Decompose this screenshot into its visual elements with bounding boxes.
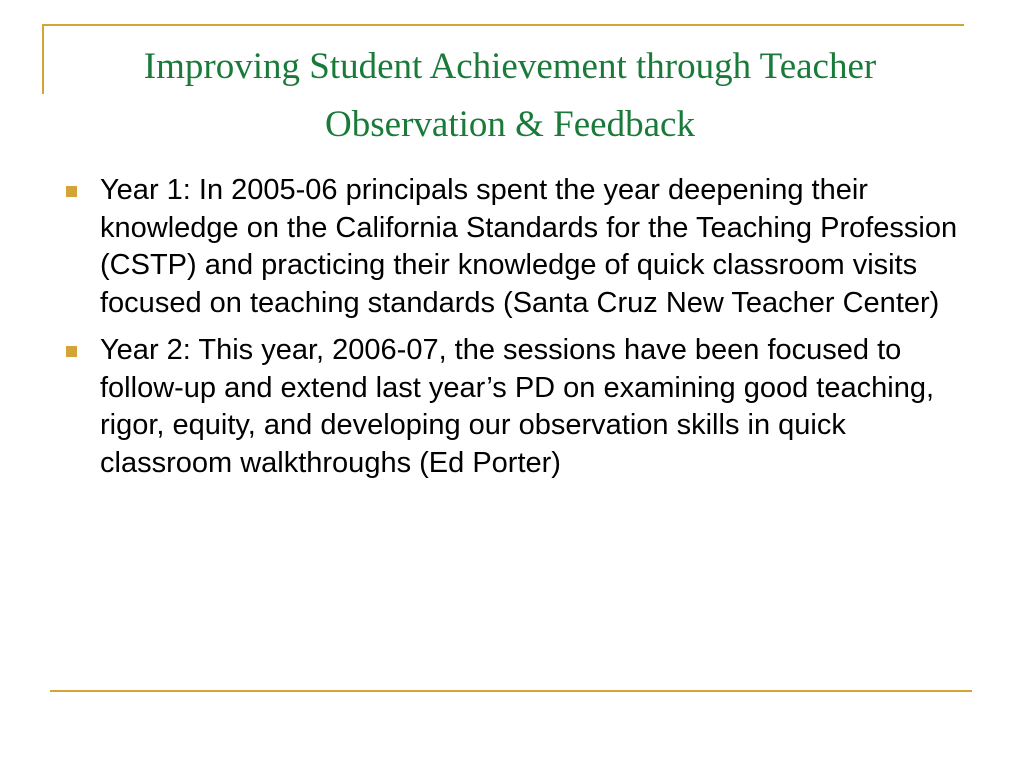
bullet-text-year-1: Year 1: In 2005-06 principals spent the year deepening their knowledge on the California Standards for the Teaching Profession (CSTP) and practicing their knowledge of quick classroom visits focused on teaching standards (Santa Cruz New Teacher Center) — [100, 174, 958, 319]
slide-title: Improving Student Achievement through Teacher Observation & Feedback — [143, 46, 877, 145]
bullet-text-year-2: Year 2: This year, 2006-07, the sessions have been focused to follow-up and extend last year’s PD on examining good teaching, rigor, equity, and developing our observation skills in quick classroom walkthroughs (Ed Porter) — [100, 334, 935, 479]
bullet-list — [66, 172, 961, 492]
bullet-item-year-2 — [66, 332, 961, 482]
bullet-item-year-1 — [66, 172, 961, 322]
left-accent-line — [42, 24, 44, 94]
top-divider-line — [42, 24, 964, 26]
square-bullet-icon — [66, 186, 77, 197]
bottom-divider-line — [50, 690, 972, 692]
square-bullet-icon — [66, 346, 77, 357]
